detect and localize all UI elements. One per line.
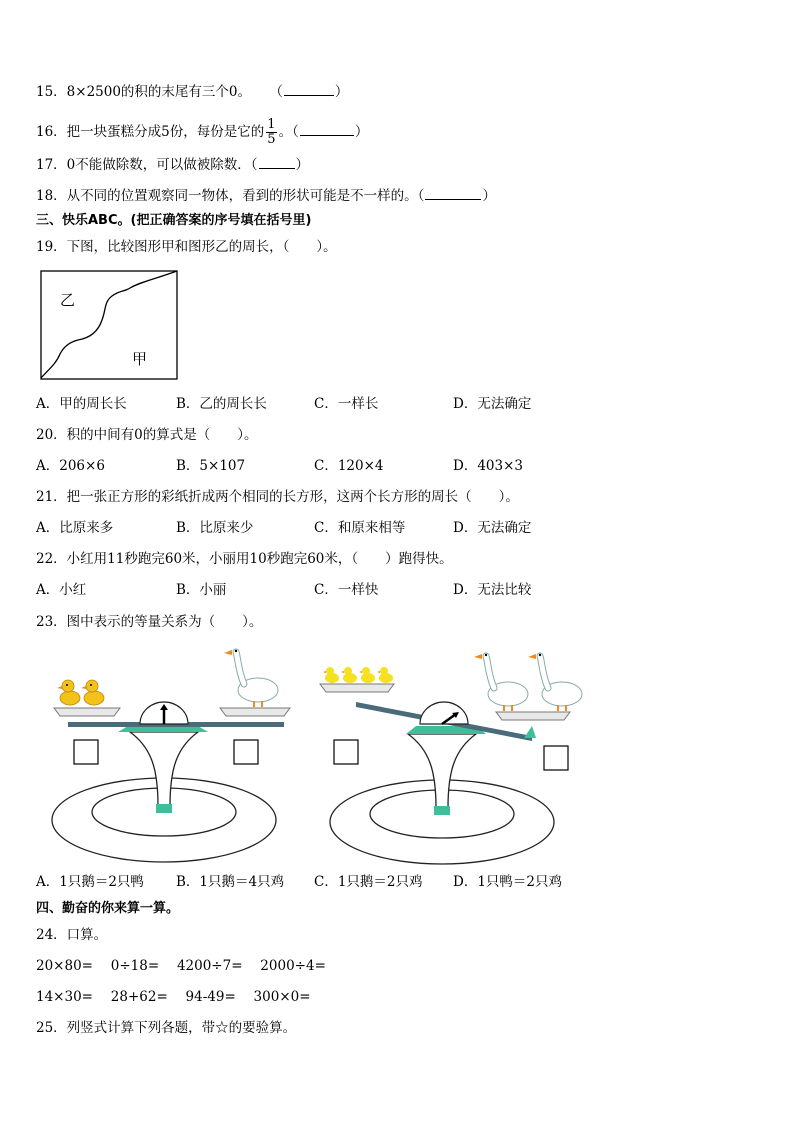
right-pan [496, 712, 570, 720]
answer-blank-15[interactable] [284, 82, 334, 96]
fraction-one-fifth: $\frac{1}{5}$ [267, 117, 276, 147]
answer-box-right[interactable] [544, 746, 568, 770]
label-yi: 乙 [60, 291, 76, 309]
q21-option-d[interactable]: D．无法确定 [453, 520, 532, 536]
q21-option-b[interactable]: B．比原来少 [176, 520, 254, 536]
duck-icon [81, 680, 104, 705]
answer-blank-16[interactable] [300, 122, 354, 136]
answer-blank-18[interactable] [425, 186, 481, 200]
section-4-heading: 四、勤奋的你来算一算。 [36, 901, 180, 916]
beam-end-marker [524, 726, 536, 738]
answer-box-right[interactable] [234, 740, 258, 764]
question-17: 17．0不能做除数，可以做被除数．（ ） [36, 157, 310, 173]
q22-option-d[interactable]: D．无法比较 [453, 582, 532, 598]
q24-row-2: 14×30= 28+62= 94-49= 300×0= [36, 989, 311, 1005]
q21-option-c[interactable]: C．和原来相等 [314, 520, 406, 536]
section-3-heading: 三、快乐ABC。(把正确答案的序号填在括号里) [36, 213, 312, 228]
question-15: 15．8×2500的积的末尾有三个0。 （ ） [36, 84, 349, 100]
q20-option-b[interactable]: B．5×107 [176, 458, 246, 474]
q24-row-1: 20×80= 0÷18= 4200÷7= 2000÷4= [36, 958, 326, 974]
q20-stem: 20．积的中间有0的算式是（ ）。 [36, 427, 258, 443]
left-pan [54, 708, 120, 716]
q21-option-a[interactable]: A．比原来多 [36, 520, 114, 536]
q20-option-d[interactable]: D．403×3 [453, 458, 523, 474]
q20-option-c[interactable]: C．120×4 [314, 458, 384, 474]
q23-option-a[interactable]: A．1只鹅＝2只鸭 [36, 874, 144, 890]
q21-stem: 21．把一张正方形的彩纸折成两个相同的长方形，这两个长方形的周长（ ）。 [36, 489, 519, 505]
duck-icon [57, 680, 80, 705]
balance-scale-right [318, 640, 594, 868]
label-jia: 甲 [132, 350, 148, 368]
goose-icon [224, 650, 278, 707]
q19-option-b[interactable]: B．乙的周长长 [176, 396, 267, 412]
goose-icon [528, 654, 582, 711]
balance-dial [420, 702, 468, 724]
answer-box-left[interactable] [74, 740, 98, 764]
goose-icon [474, 654, 528, 711]
q19-option-c[interactable]: C．一样长 [314, 396, 379, 412]
dividing-curve [41, 271, 177, 378]
question-18: 18．从不同的位置观察同一物体，看到的形状可能是不一样的。（ ） [36, 188, 496, 204]
q22-option-a[interactable]: A．小红 [36, 582, 87, 598]
stand-foot [156, 804, 172, 813]
q19-stem: 19．下图，比较图形甲和图形乙的周长，（ ）。 [36, 239, 337, 255]
q22-stem: 22．小红用11秒跑完60米，小丽用10秒跑完60米，（ ）跑得快。 [36, 551, 453, 567]
balance-scale-left [48, 640, 310, 868]
chick-icon [359, 667, 375, 683]
outer-rectangle [41, 271, 177, 379]
q23-option-c[interactable]: C．1只鹅＝2只鸡 [314, 874, 423, 890]
stand-foot [434, 806, 450, 815]
q19-shape-figure [40, 270, 180, 382]
q23-option-b[interactable]: B．1只鹅＝4只鸡 [176, 874, 285, 890]
q24-stem: 24．口算。 [36, 927, 108, 943]
q23-stem: 23．图中表示的等量关系为（ ）。 [36, 614, 263, 630]
q22-option-b[interactable]: B．小丽 [176, 582, 227, 598]
q19-option-d[interactable]: D．无法确定 [453, 396, 532, 412]
answer-blank-17[interactable] [259, 155, 295, 169]
q19-option-a[interactable]: A．甲的周长长 [36, 396, 127, 412]
q15-text: 15．8×2500的积的末尾有三个0。 [36, 84, 252, 100]
chick-icon [341, 667, 357, 683]
answer-box-left[interactable] [334, 740, 358, 764]
question-16: 16．把一块蛋糕分成5份，每份是它的 $\frac{1}{5}$ 。（ ） [36, 117, 369, 147]
chick-icon [377, 667, 393, 683]
q22-option-c[interactable]: C．一样快 [314, 582, 379, 598]
q20-option-a[interactable]: A．206×6 [36, 458, 105, 474]
right-pan [220, 708, 290, 716]
q25-stem: 25．列竖式计算下列各题，带☆的要验算。 [36, 1020, 297, 1036]
chick-icon [323, 667, 339, 683]
left-pan [320, 684, 394, 692]
q23-option-d[interactable]: D．1只鸭＝2只鸡 [453, 874, 563, 890]
